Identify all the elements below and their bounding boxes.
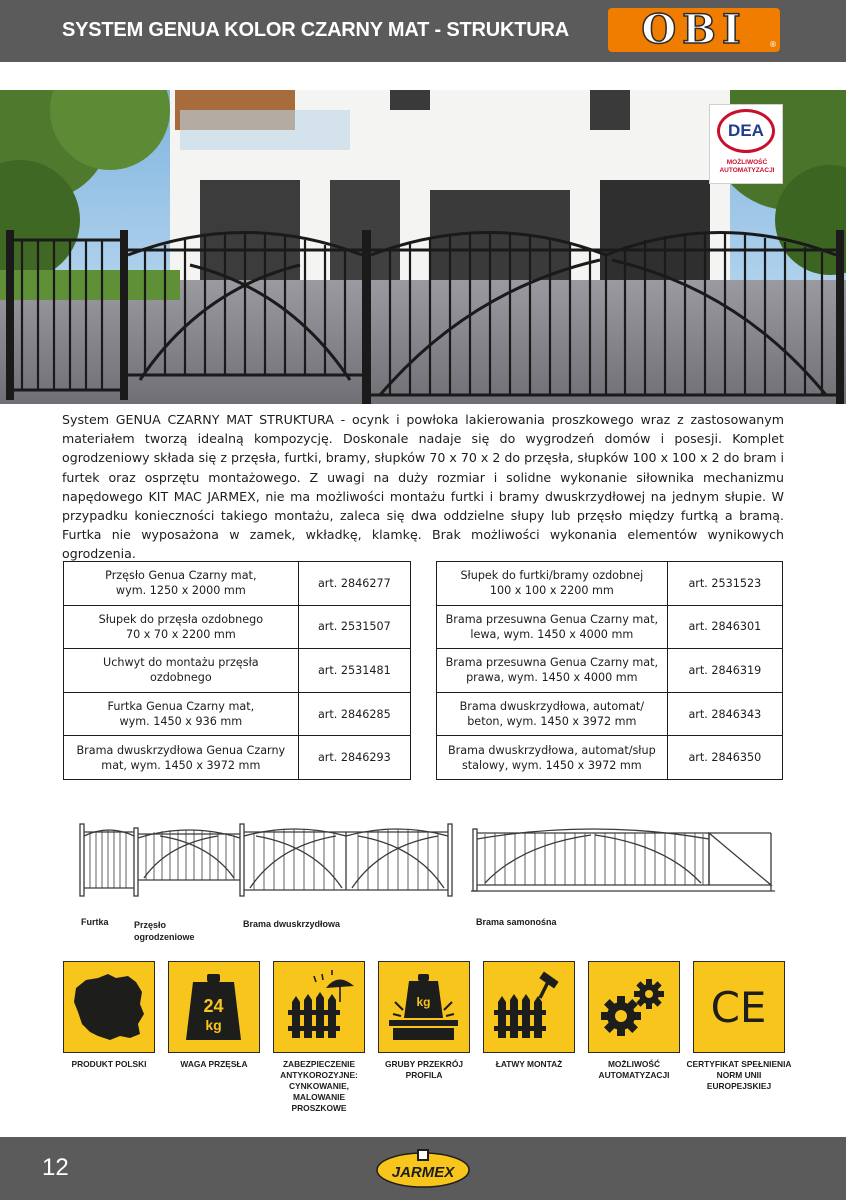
label-furtka: Furtka [81, 917, 109, 927]
product-name-cell [437, 605, 668, 649]
product-row [437, 736, 783, 780]
product-name-line2: wym. 1250 x 2000 mm [115, 584, 246, 598]
feature-label: ZABEZPIECZENIE ANTYKOROZYJNE: CYNKOWANIE, MALOWANIE PROSZKOWE [280, 1059, 358, 1113]
weight-unit: kg [205, 1017, 222, 1033]
product-article-number: art. 2846277 [298, 562, 410, 606]
product-name-line2: 100 x 100 x 2200 mm [489, 584, 614, 598]
product-row [437, 605, 783, 649]
feature-gruby-przekroj [378, 961, 470, 1081]
product-name-line1: Słupek do przęsła ozdobnego [98, 612, 264, 626]
weight-profile-icon [378, 961, 470, 1053]
dea-caption-line2: AUTOMATYZACJI [719, 167, 775, 174]
product-name-line1: Brama przesuwna Genua Czarny mat, [445, 612, 659, 626]
profile-weight-unit: kg [416, 995, 431, 1009]
label-przeslo [134, 919, 195, 943]
feature-waga-przesla [168, 961, 260, 1070]
product-name-line2: prawa, wym. 1450 x 4000 mm [466, 671, 638, 685]
feature-label: ŁATWY MONTAŻ [495, 1059, 563, 1069]
product-name-line1: Brama przesuwna Genua Czarny mat, [445, 656, 659, 670]
product-row [437, 692, 783, 736]
feature-certyfikat [686, 961, 792, 1092]
dea-automation-badge [709, 104, 783, 184]
dea-caption [712, 159, 782, 175]
product-name-cell [437, 692, 668, 736]
product-row [437, 649, 783, 693]
product-article-number: art. 2846343 [667, 692, 782, 736]
feature-label: GRUBY PRZEKRÓJ PROFILA [384, 1059, 464, 1080]
product-row [64, 562, 411, 606]
page-header [0, 0, 846, 62]
product-row [64, 692, 411, 736]
fence-umbrella-icon [273, 961, 365, 1053]
fence-hammer-icon [483, 961, 575, 1053]
fence-set-drawing [78, 822, 454, 898]
feature-latwy-montaz [483, 961, 575, 1070]
product-row [64, 649, 411, 693]
product-name-line1: Brama dwuskrzydłowa Genua Czarny [76, 743, 286, 757]
product-article-number: art. 2531507 [298, 605, 410, 649]
product-name-line1: Przęsło Genua Czarny mat, [105, 569, 257, 583]
feature-zabezpieczenie [273, 961, 365, 1114]
product-name-line2: 70 x 70 x 2200 mm [125, 627, 236, 641]
feature-label: CERTYFIKAT SPEŁNIENIA NORM UNII EUROPEJSKIEJ [686, 1059, 792, 1091]
product-name-line2: mat, wym. 1450 x 3972 mm [101, 758, 261, 772]
label-przeslo-line2: ogrodzeniowe [134, 932, 195, 942]
product-name-line1: Furtka Genua Czarny mat, [107, 700, 255, 714]
product-table-right [436, 561, 783, 780]
feature-label: MOŻLIWOŚĆ AUTOMATYZACJI [598, 1059, 670, 1080]
ce-mark-icon [693, 961, 785, 1053]
product-description: System GENUA CZARNY MAT STRUKTURA - ocynk i powłoka lakierowania proszkowego wraz z zastosowanym materiałem tworzą idealną kompozycję. Doskonale nadaje się do wygrodzeń domów i posesji. Komplet ogrodzeniowy składa się z przęsła, furtki, bramy, słupków 70 x 70 x 2 do przęsła, słupków 100 x 100 x 2 do bram i furtek oraz osprzętu montażowego. Z uwagi na duży rozmiar i solidne wykonanie siłownika mechanizmu napędowego KIT MAC JARMEX, nie ma możliwości montażu furtki i bramy dwuskrzydłowej na jednym słupie. W przypadku konieczności takiego montażu, zaleca się dwa oddzielne słupy lub przęsło między furtką a bramą. Furtka nie wyposażona w zamek, wkładkę, klamkę. Brak możliwości wykonania elementów wynikowych ogrodzenia. [62, 412, 784, 562]
product-name-line2: stalowy, wym. 1450 x 3972 mm [461, 758, 642, 772]
product-name-cell [437, 649, 668, 693]
jarmex-logo [376, 1147, 470, 1189]
registered-mark-icon: ® [769, 40, 777, 49]
product-name-cell [64, 736, 299, 780]
gears-icon [588, 961, 680, 1053]
dea-logo-icon [717, 109, 775, 153]
weight-icon [168, 961, 260, 1053]
dea-caption-line1: MOŻLIWOŚĆ [726, 159, 768, 166]
sliding-gate-drawing [471, 825, 775, 895]
feature-label: PRODUKT POLSKI [71, 1059, 147, 1069]
product-name-cell [64, 692, 299, 736]
label-brama-dwuskrzydlowa: Brama dwuskrzydłowa [243, 919, 341, 929]
product-name-line1: Słupek do furtki/bramy ozdobnej [460, 569, 644, 583]
obi-logo-text: OBI [641, 6, 747, 53]
page-title: SYSTEM GENUA KOLOR CZARNY MAT - STRUKTURA [62, 19, 569, 41]
feature-automatyzacja [588, 961, 680, 1081]
product-row [437, 562, 783, 606]
poland-map-icon [63, 961, 155, 1053]
product-name-line1: Uchwyt do montażu przęsła [103, 656, 259, 670]
product-article-number: art. 2846285 [298, 692, 410, 736]
product-name-cell [64, 562, 299, 606]
feature-produkt-polski [63, 961, 155, 1070]
product-name-line2: beton, wym. 1450 x 3972 mm [467, 715, 637, 729]
product-row [64, 605, 411, 649]
feature-label: WAGA PRZĘSŁA [180, 1059, 248, 1069]
product-name-line2: wym. 1450 x 936 mm [119, 715, 243, 729]
page-footer [0, 1137, 846, 1200]
product-table-left [63, 561, 411, 780]
product-name-line2: lewa, wym. 1450 x 4000 mm [470, 627, 634, 641]
ce-mark-text: CE [710, 983, 767, 1032]
label-brama-samonosna: Brama samonośna [476, 917, 557, 927]
product-name-line2: ozdobnego [149, 671, 212, 685]
product-name-cell [437, 562, 668, 606]
product-name-line1: Brama dwuskrzydłowa, automat/słup [447, 743, 656, 757]
product-name-cell [64, 605, 299, 649]
page-number: 12 [42, 1154, 69, 1181]
product-article-number: art. 2846293 [298, 736, 410, 780]
product-row [64, 736, 411, 780]
product-article-number: art. 2846319 [667, 649, 782, 693]
product-article-number: art. 2846350 [667, 736, 782, 780]
product-article-number: art. 2531481 [298, 649, 410, 693]
product-name-cell [437, 736, 668, 780]
product-article-number: art. 2846301 [667, 605, 782, 649]
product-name-line1: Brama dwuskrzydłowa, automat/ [459, 700, 645, 714]
product-name-cell [64, 649, 299, 693]
weight-value: 24 [203, 996, 224, 1016]
product-article-number: art. 2531523 [667, 562, 782, 606]
obi-logo [608, 8, 780, 52]
label-przeslo-line1: Przęsło [134, 920, 167, 930]
jarmex-logo-text: JARMEX [391, 1164, 455, 1181]
dea-logo-text: DEA [728, 121, 764, 140]
